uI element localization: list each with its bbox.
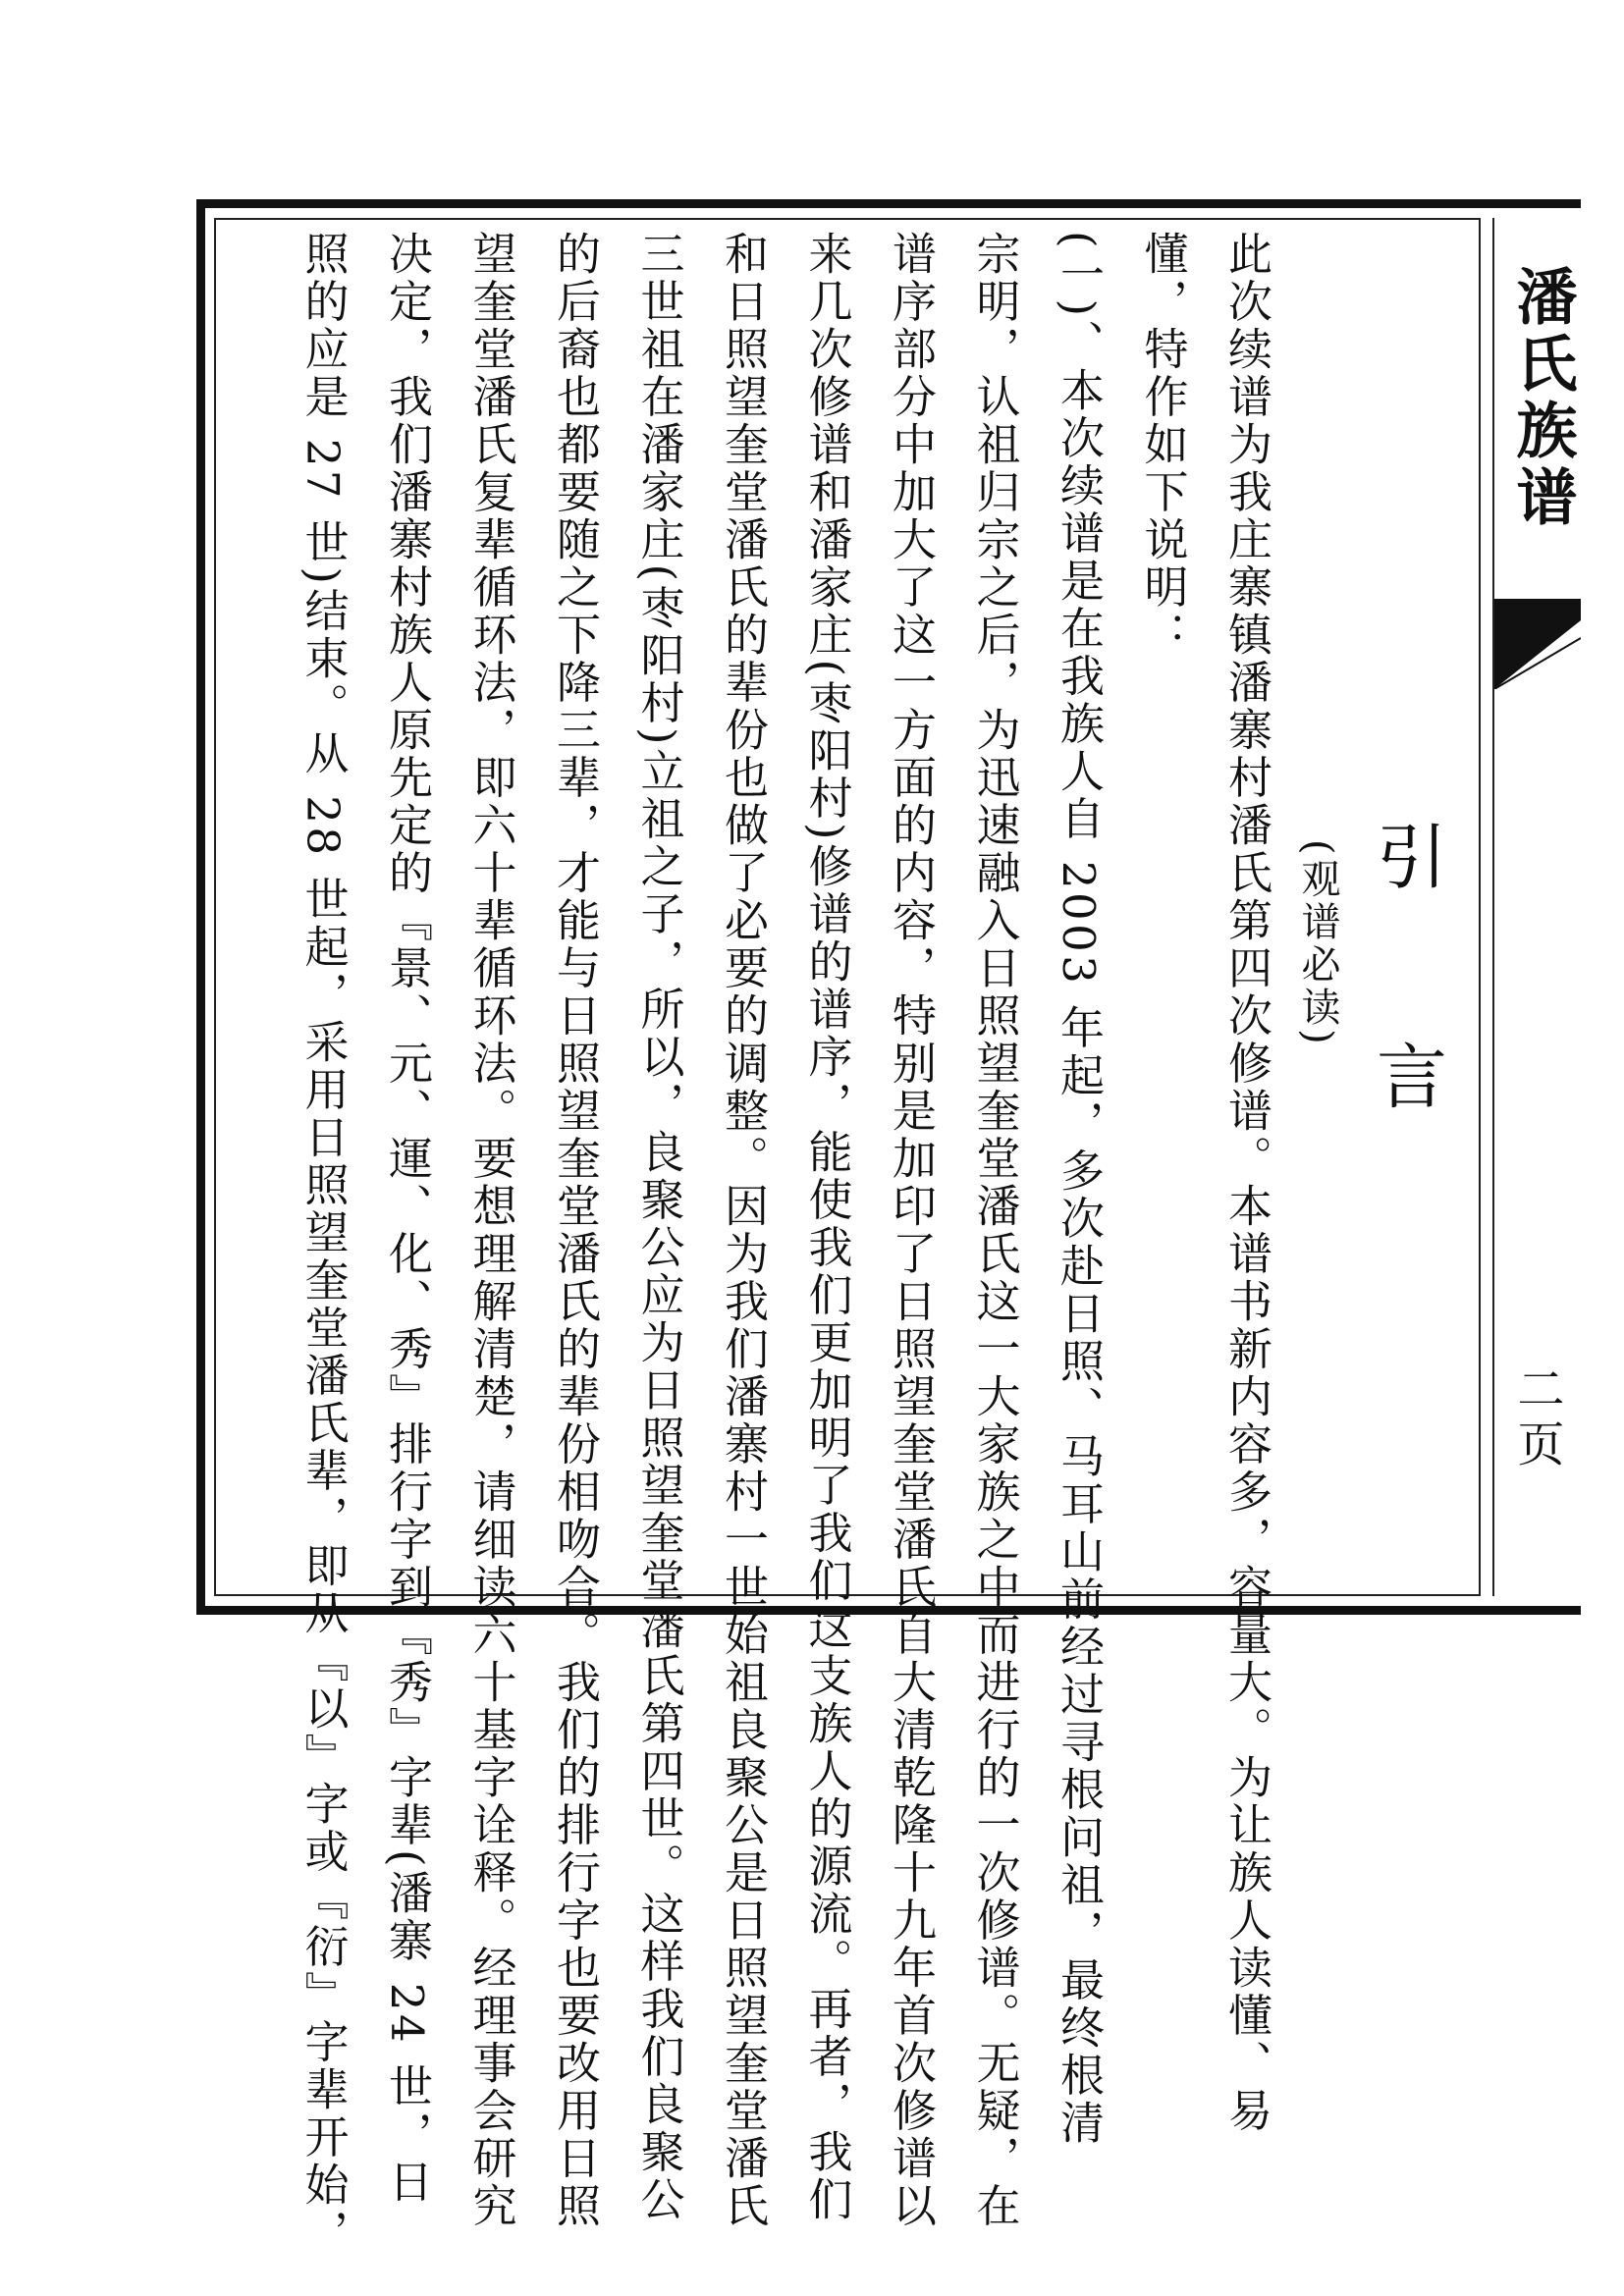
text-column: 懂，特作如下说明： [1136,231,1189,660]
text-column: 谱序部分中加大了这一方面的内容，特别是加印了日照望奎堂潘氏自大清乾隆十九年首次修谱以 [885,231,937,2230]
text-column: 望奎堂潘氏复辈循环法，即六十辈循环法。要想理解清楚，请细读六十基字诠释。经理事会研究 [464,231,517,2230]
book-title: 潘氏族谱 [1506,265,1578,532]
text-column: 三世祖在潘家庄(枣阳村)立祖之子，所以，良聚公应为日照望奎堂潘氏第四世。这样我们良聚公 [632,231,685,2224]
text-column: 决定，我们潘寨村族人原先定的『景、元、運、化、秀』排行字到『秀』字辈(潘寨 24 世，日 [381,231,433,2207]
fishtail-mark-icon [1494,599,1581,689]
main-text [228,231,1465,2257]
page-number: 二页 [1509,1364,1564,1474]
article-title: 引 言 [1365,820,1447,1149]
margin-divider [1492,218,1494,1596]
text-column: 照的应是 27 世)结束。从 28 世起，采用日照望奎堂潘氏辈，即从『以』字或『衍』字辈开始， [297,231,350,2257]
text-column: 宗明，认祖归宗之后，为迅速融入日照望奎堂潘氏这一大家族之中而进行的一次修谱。无疑，在 [968,231,1021,2230]
text-column: 来几次修谱和潘家庄(枣阳村)修谱的谱序，能使我们更加明了我们这支族人的源流。再者，我们 [800,231,853,2224]
article-subtitle: (观谱必读) [1295,839,1340,1048]
text-column: 和日照望奎堂潘氏的辈份也做了必要的调整。因为我们潘寨村一世始祖良聚公是日照望奎堂潘氏 [717,231,769,2230]
text-column: 的后裔也都要随之下降三辈，才能与日照望奎堂潘氏的辈份相吻合。我们的排行字也要改用日照 [549,231,601,2230]
text-column: 此次续谱为我庄寨镇潘寨村潘氏第四次修谱。本谱书新内容多，容量大。为让族人读懂、易 [1220,231,1272,2135]
text-column: (一)、本次续谱是在我族人自 2003 年起，多次赴日照、马耳山前经过寻根问祖，最终根清 [1053,231,1105,2148]
